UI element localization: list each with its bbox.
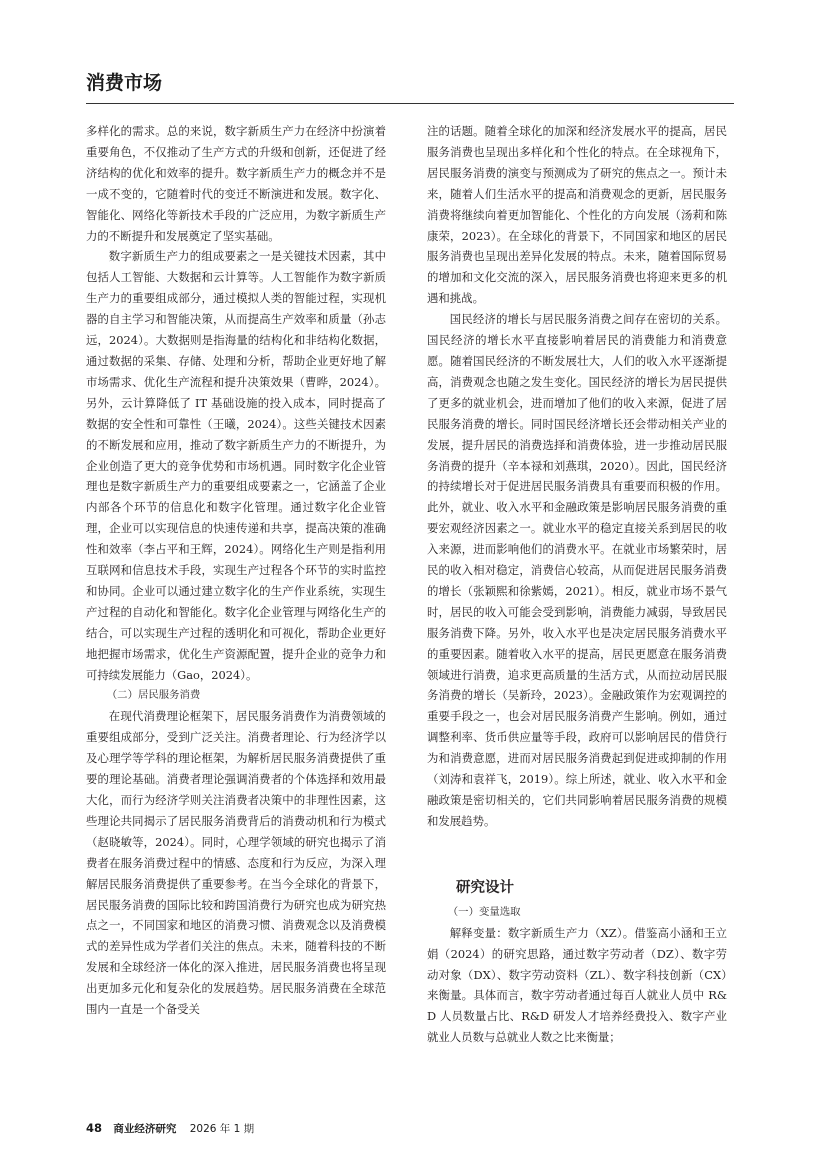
journal-name: 商业经济研究 bbox=[113, 1123, 177, 1135]
page-footer bbox=[86, 1121, 254, 1136]
left-paragraph-3: 在现代消费理论框架下，居民服务消费作为消费领域的重要组成部分，受到广泛关注。消费者理论、行为经济学以及心理学等学科的理论框架，为解析居民服务消费提供了重要的理论基础。消费者理论强调消费者的个体选择和效用最大化，而行为经济学则关注消费者决策中的非理性因素，这些理论共同揭示了居民服务消费背后的消费动机和行为模式（赵晓敏等，2024）。同时，心理学领域的研究也揭示了消费者在服务消费过程中的情感、态度和行为反应，为深入理解居民服务消费提供了重要参考。在当今全球化的背景下，居民服务消费的国际比较和跨国消费行为研究也成为研究热点之一，不同国家和地区的消费习惯、消费观念以及消费模式的差异性成为学者们关注的焦点。未来，随着科技的不断发展和全球经济一体化的深入推进，居民服务消费也将呈现出更加多元化和复杂化的发展趋势。居民服务消费在全球范围内一直是一个备受关 bbox=[86, 709, 386, 1017]
issue-label: 2026 年 1 期 bbox=[189, 1123, 255, 1135]
subsection-heading-variable-selection: （一）变量选取 bbox=[447, 905, 521, 918]
right-column bbox=[427, 121, 727, 1048]
right-paragraph-3: 解释变量：数字新质生产力（XZ）。借鉴高小涵和王立娟（2024）的研究思路，通过数字劳动者（DZ）、数字劳动对象（DX）、数字劳动资料（ZL）、数字科技创新（CX）来衡量。具体而言，数字劳动者通过每百人就业人员中 R&D 人员数量占比、R&D 研发人才培养经费投入、数字产业就业人员数与总就业人数之比来衡量； bbox=[427, 925, 727, 1045]
left-paragraph-2: 数字新质生产力的组成要素之一是关键技术因素，其中包括人工智能、大数据和云计算等。人工智能作为数字新质生产力的重要组成部分，通过模拟人类的智能过程，实现机器的自主学习和智能决策，从而提高生产效率和质量（孙志远，2024）。大数据则是指海量的结构化和非结构化数据，通过数据的采集、存储、处理和分析，帮助企业更好地了解市场需求、优化生产流程和提升决策效果（曹晔，2024）。另外，云计算降低了 IT 基础设施的投入成本，同时提高了数据的安全性和可靠性（王曦，2024）。这些关键技术因素的不断发展和应用，推动了数字新质生产力的不断提升，为企业创造了更大的竞争优势和市场机遇。同时数字化企业管理也是数字新质生产力的重要组成要素之一，它涵盖了企业内部各个环节的信息化和数字化管理。通过数字化企业管理，企业可以实现信息的快速传递和共享，提高决策的准确性和效率（李占平和王辉，2024）。网络化生产则是指利用互联网和信息技术手段，实现生产过程各个环节的实时监控和协同。企业可以通过建立数字化的生产作业系统，实现生产过程的自动化和智能化。数字化企业管理与网络化生产的结合，可以实现生产过程的透明化和可视化，帮助企业更好地把握市场需求，优化生产资源配置，提升企业的竞争力和可持续发展能力（Gao，2024）。 bbox=[86, 249, 386, 682]
header-rule bbox=[86, 103, 734, 104]
section-title: 消费市场 bbox=[86, 72, 163, 94]
left-column bbox=[86, 121, 386, 1020]
section-heading-research-design: 研究设计 bbox=[456, 879, 514, 896]
right-paragraph-2: 国民经济的增长与居民服务消费之间存在密切的关系。国民经济的增长水平直接影响着居民的消费能力和消费意愿。随着国民经济的不断发展壮大，人们的收入水平逐渐提高，消费观念也随之发生变化。国民经济的增长为居民提供了更多的就业机会，进而增加了他们的收入来源，促进了居民服务消费的增长。同时国民经济增长还会带动相关产业的发展，提升居民的消费选择和消费体验，进一步推动居民服务消费的提升（辛本禄和刘燕琪，2020）。因此，国民经济的持续增长对于促进居民服务消费具有重要而积极的作用。此外，就业、收入水平和金融政策是影响居民服务消费的重要宏观经济因素之一。就业水平的稳定直接关系到居民的收入来源，进而影响他们的消费水平。在就业市场繁荣时，居民的收入相对稳定，消费信心较高，从而促进居民服务消费的增长（张颖熙和徐紫嫣，2021）。相反，就业市场不景气时，居民的收入可能会受到影响，消费能力减弱，导致居民服务消费下降。另外，收入水平也是决定居民服务消费水平的重要因素。随着收入水平的提高，居民更愿意在服务消费领域进行消费，追求更高质量的生活方式，从而拉动居民服务消费的增长（吴新玲，2023）。金融政策作为宏观调控的重要手段之一，也会对居民服务消费产生影响。例如，通过调整利率、货币供应量等手段，政府可以影响居民的借贷行为和消费意愿，进而对居民服务消费起到促进或抑制的作用（刘涛和袁祥飞，2019）。综上所述，就业、收入水平和金融政策是密切相关的，它们共同影响着居民服务消费的规模和发展趋势。 bbox=[427, 312, 727, 828]
page-number: 48 bbox=[86, 1121, 103, 1135]
left-paragraph-1: 多样化的需求。总的来说，数字新质生产力在经济中扮演着重要角色，不仅推动了生产方式的升级和创新，还促进了经济结构的优化和效率的提升。数字新质生产力的概念并不是一成不变的，它随着时代的变迁不断演进和发展。数字化、智能化、网络化等新技术手段的广泛应用，为数字新质生产力的不断提升和发展奠定了坚实基础。 bbox=[86, 124, 386, 243]
subsection-heading-resident-service-consumption: （二）居民服务消费 bbox=[106, 689, 201, 702]
right-paragraph-1: 注的话题。随着全球化的加深和经济发展水平的提高，居民服务消费也呈现出多样化和个性化的特点。在全球视角下，居民服务消费的演变与预测成为了研究的焦点之一。预计未来，随着人们生活水平的提高和消费观念的更新，居民服务消费将继续向着更加智能化、个性化的方向发展（汤莉和陈康荣，2023）。在全球化的背景下，不同国家和地区的居民服务消费也呈现出差异化发展的特点。未来，随着国际贸易的增加和文化交流的深入，居民服务消费也将迎来更多的机遇和挑战。 bbox=[427, 124, 727, 306]
